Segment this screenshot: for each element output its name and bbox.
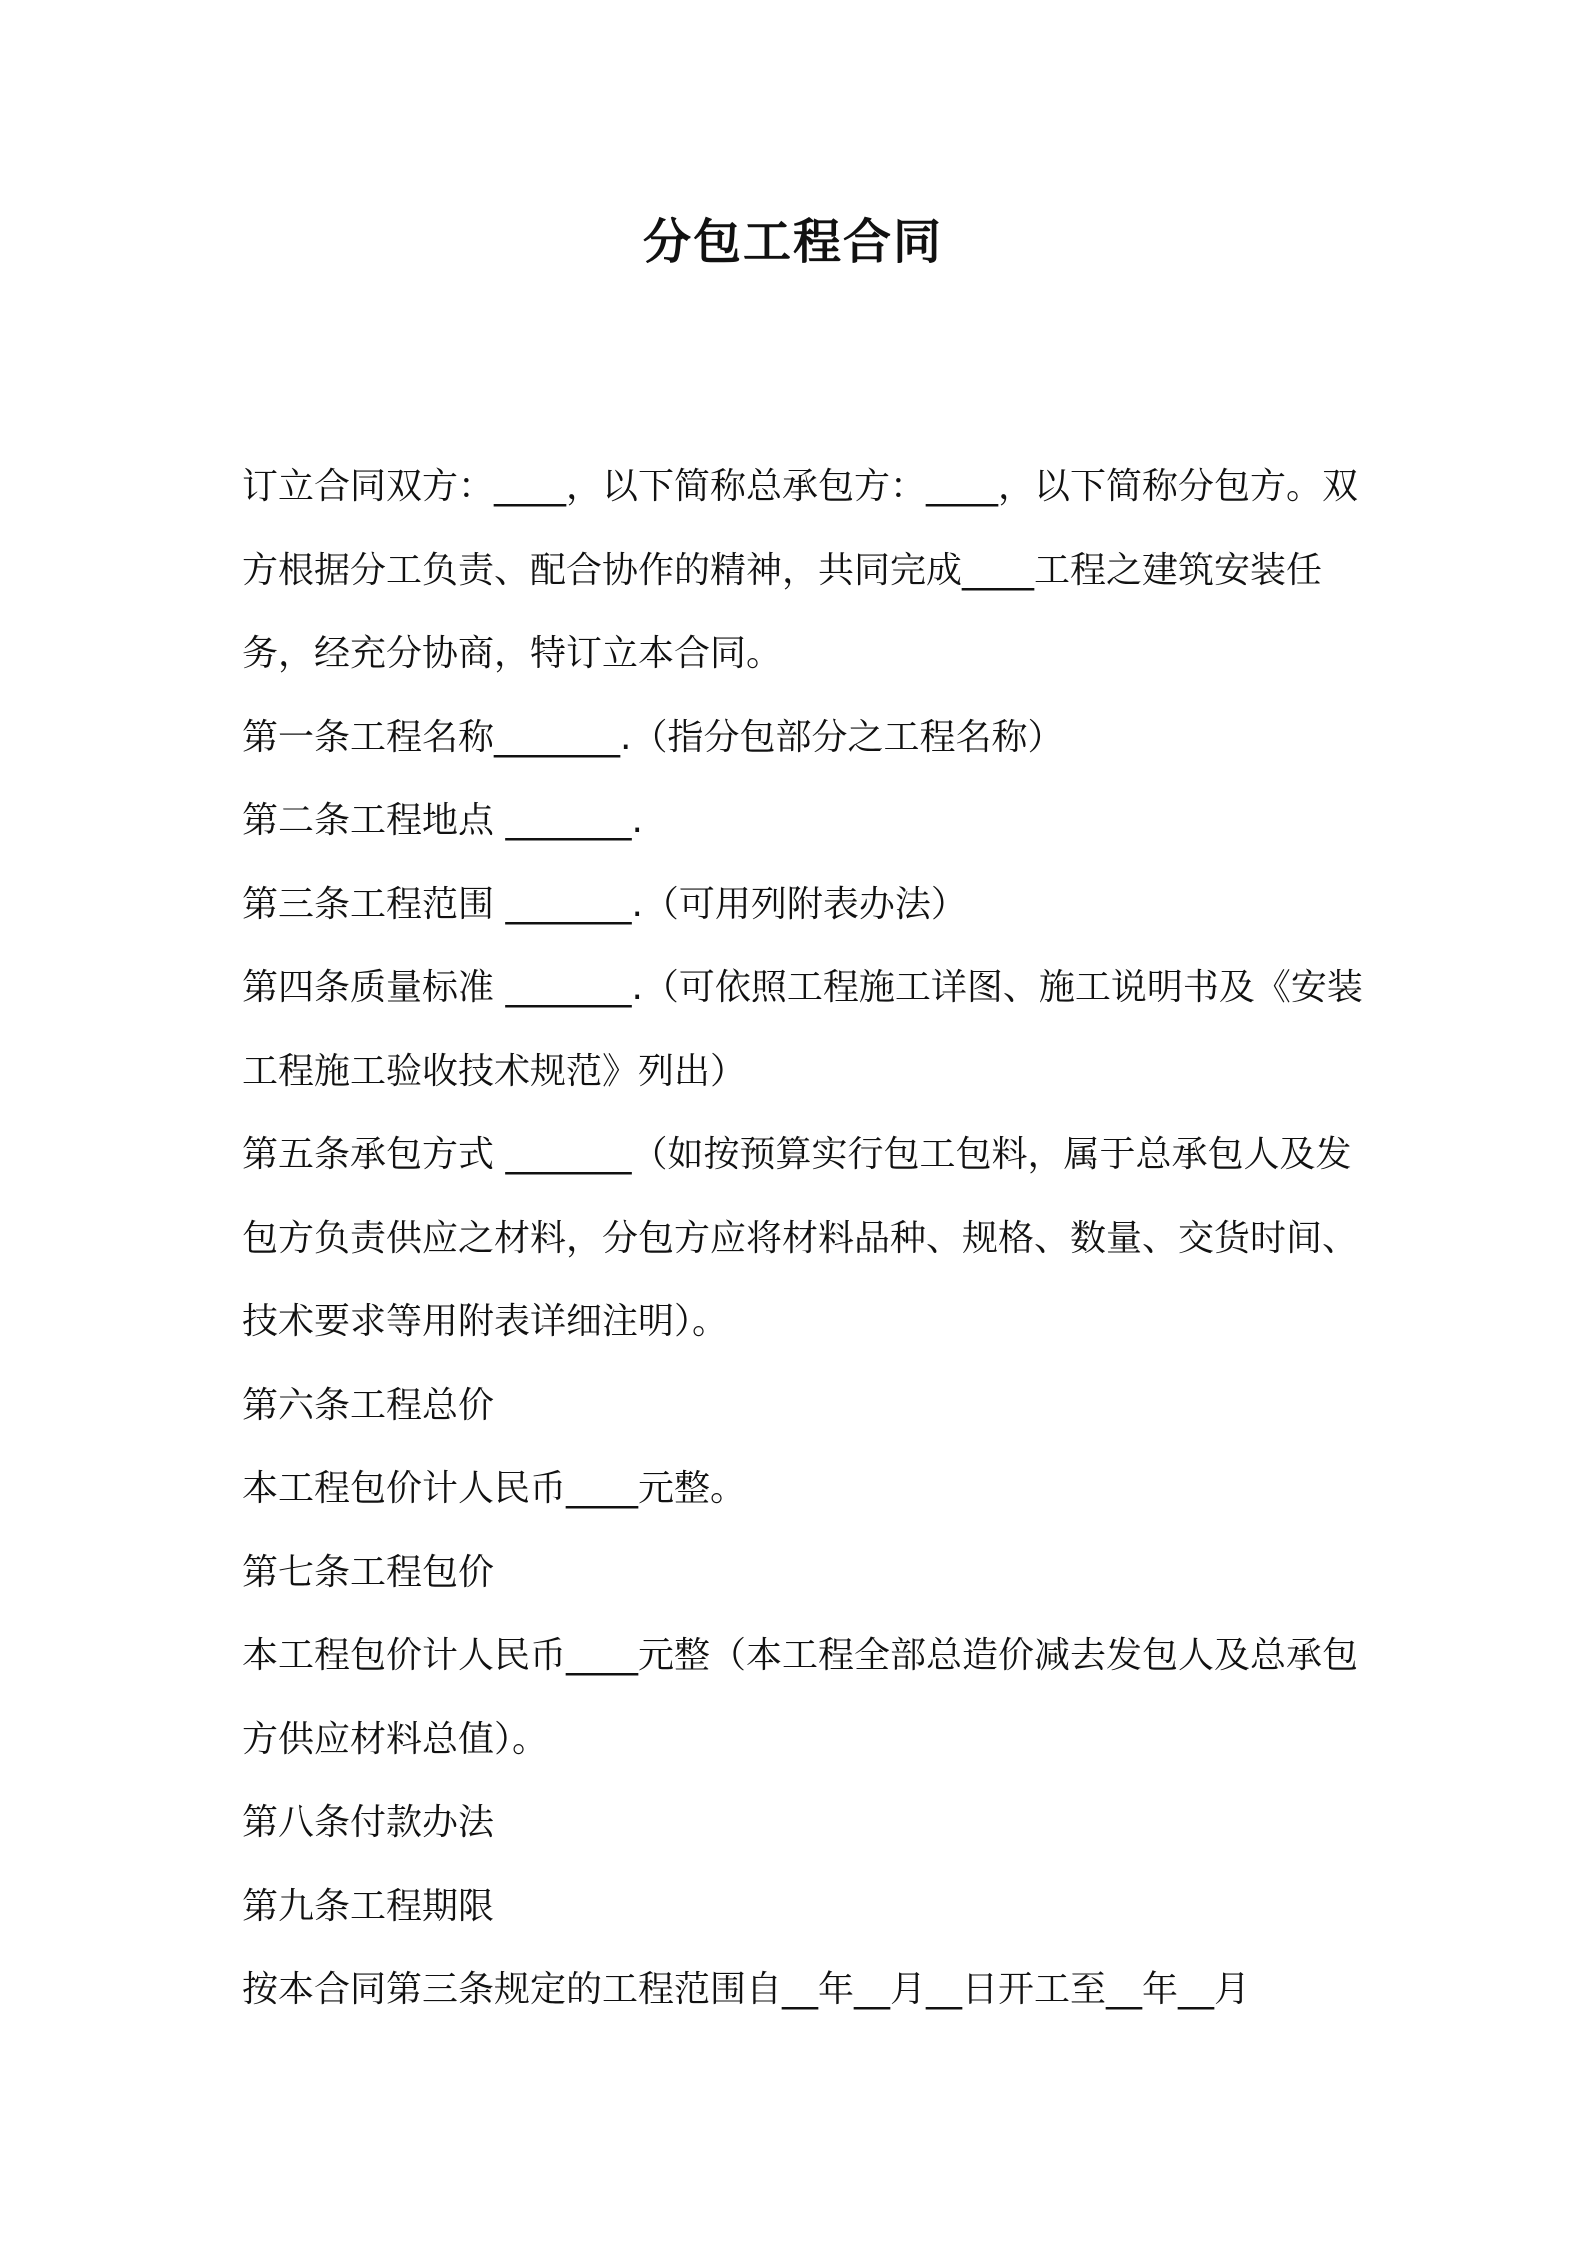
- clause-2-project-location: 第二条工程地点 _______.: [242, 800, 643, 841]
- clause-6-heading: 第六条工程总价: [242, 1384, 495, 1426]
- clause-7-heading: 第七条工程包价: [242, 1551, 495, 1593]
- clause-6-text: 本工程包价计人民币____元整。: [242, 1468, 747, 1509]
- clause-1-project-name: 第一条工程名称_______.（指分包部分之工程名称）: [242, 716, 1064, 758]
- clause-4-quality-standard: 第四条质量标准 _______.（可依照工程施工详图、施工说明书及《安装工程施工验收技术规范》列出）: [242, 967, 1363, 1092]
- clause-3-project-scope: 第三条工程范围 _______.（可用列附表办法）: [242, 883, 967, 925]
- preamble-paragraph: 订立合同双方：____，以下简称总承包方：____，以下简称分包方。双方根据分工负责、配合协作的精神，共同完成____工程之建筑安装任务，经充分协商，特订立本合同。: [242, 466, 1359, 674]
- clause-8-heading: 第八条付款办法: [242, 1802, 495, 1843]
- document-title: 分包工程合同: [642, 214, 943, 270]
- clause-5-contract-method: 第五条承包方式 _______（如按预算实行包工包料，属于总承包人及发包方负责供应之材料，分包方应将材料品种、规格、数量、交货时间、技术要求等用附表详细注明）。: [242, 1134, 1359, 1342]
- clause-7-text: 本工程包价计人民币____元整（本工程全部总造价减去发包人及总承包方供应材料总值）。: [242, 1635, 1359, 1760]
- clause-9-text: 按本合同第三条规定的工程范围自__年__月__日开工至__年__月: [242, 1969, 1251, 2010]
- clause-9-heading: 第九条工程期限: [242, 1885, 495, 1927]
- document-body: [242, 445, 1382, 2032]
